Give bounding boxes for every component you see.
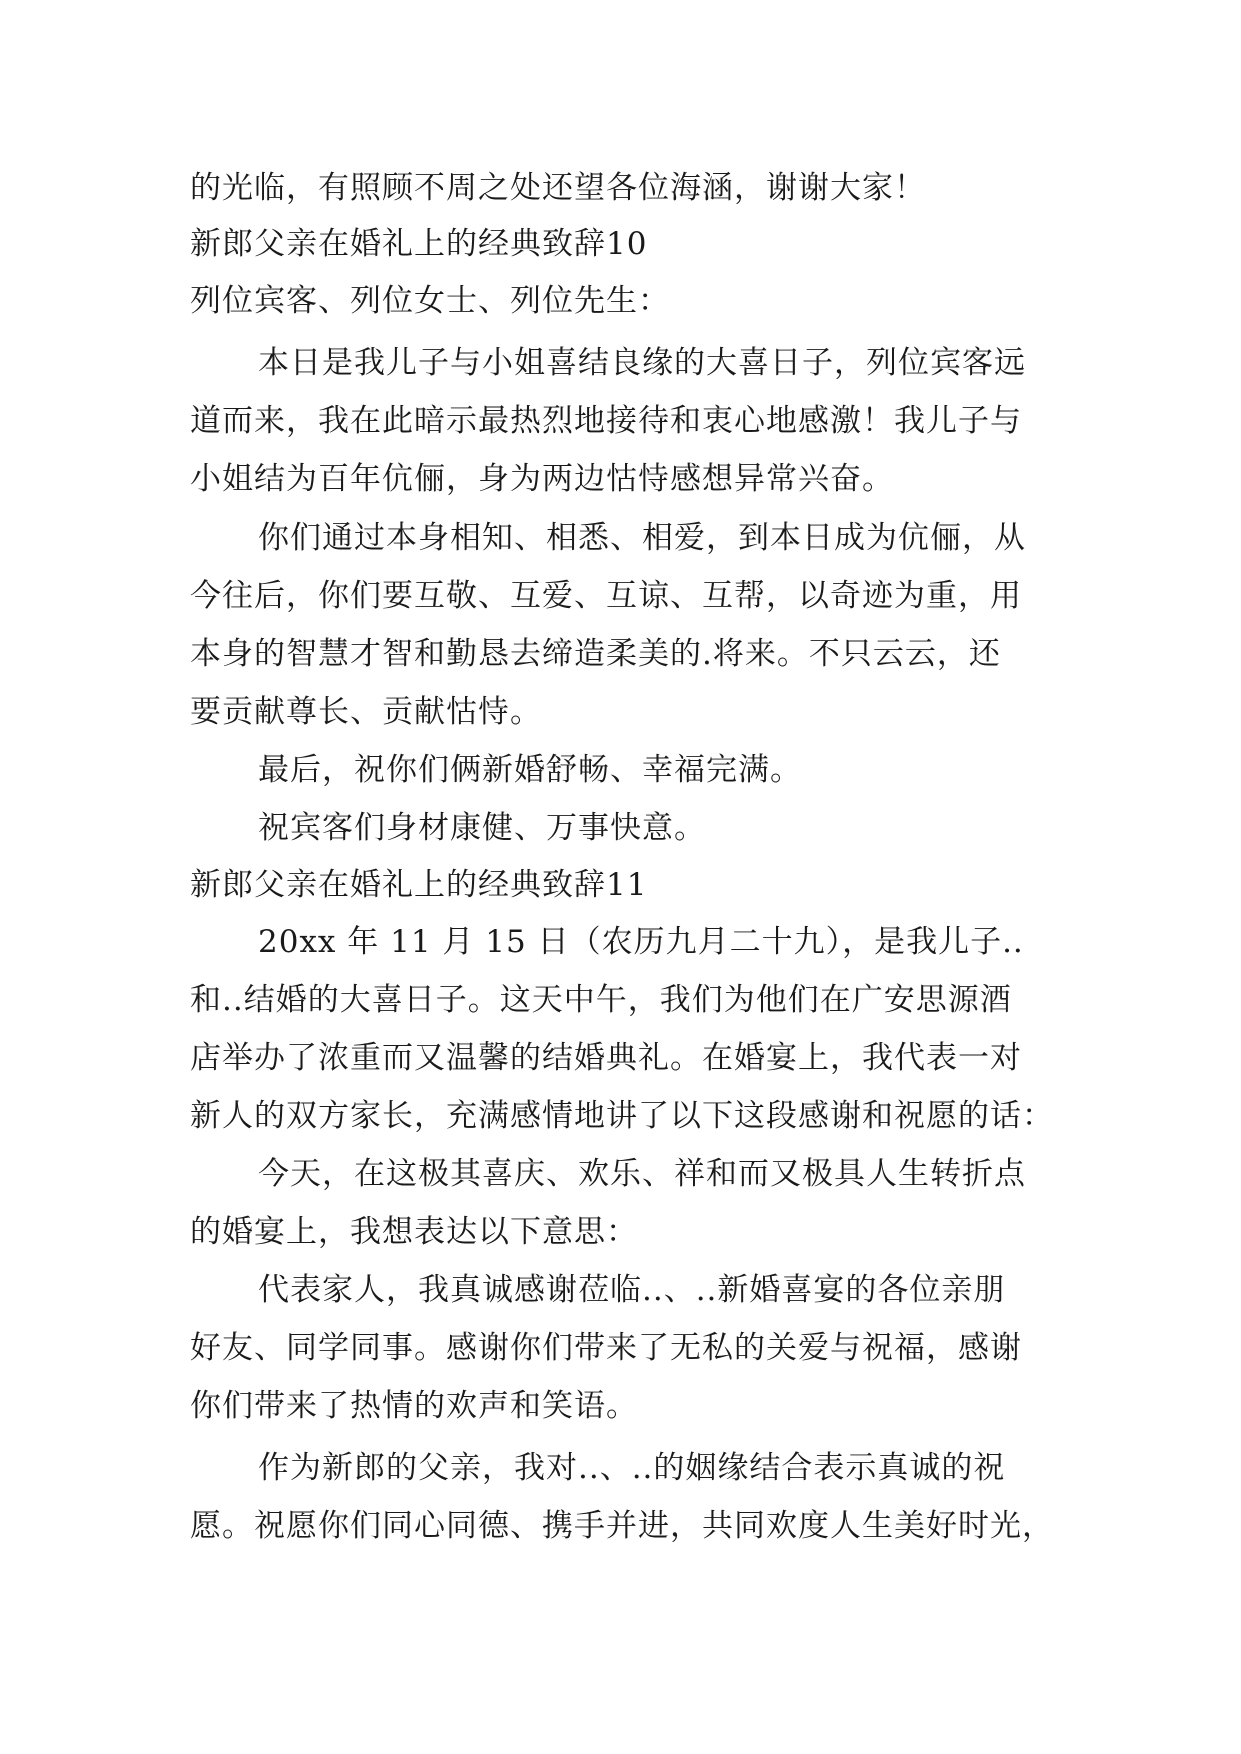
paragraph-line: 代表家人，我真诚感谢莅临..、..新婚喜宴的各位亲朋 [258,1272,1006,1308]
paragraph-line: 今往后，你们要互敬、互爱、互谅、互帮，以奇迹为重，用 [190,578,1022,614]
section-heading: 新郎父亲在婚礼上的经典致辞11 [190,867,648,903]
paragraph-line: 新人的双方家长，充满感情地讲了以下这段感谢和祝愿的话： [190,1098,1054,1134]
paragraph-line: 本身的智慧才智和勤恳去缔造柔美的.将来。不只云云，还 [190,636,1001,672]
paragraph-line: 愿。祝愿你们同心同德、携手并进，共同欢度人生美好时光， [190,1508,1054,1544]
paragraph-line: 店举办了浓重而又温馨的结婚典礼。在婚宴上，我代表一对 [190,1040,1022,1076]
paragraph-line: 今天，在这极其喜庆、欢乐、祥和而又极具人生转折点 [258,1156,1026,1192]
text-line: 的光临，有照顾不周之处还望各位海涵，谢谢大家！ [190,170,926,206]
paragraph-line: 要贡献尊长、贡献怙恃。 [190,694,542,730]
paragraph-line: 最后，祝你们俩新婚舒畅、幸福完满。 [258,752,802,788]
section-heading: 新郎父亲在婚礼上的经典致辞10 [190,226,648,262]
paragraph-line: 祝宾客们身材康健、万事快意。 [258,810,706,846]
paragraph-line: 和..结婚的大喜日子。这天中午，我们为他们在广安思源酒 [190,982,1012,1018]
paragraph-line: 小姐结为百年伉俪，身为两边怙恃感想异常兴奋。 [190,461,894,497]
paragraph-line: 的婚宴上，我想表达以下意思： [190,1214,638,1250]
paragraph-line: 你们带来了热情的欢声和笑语。 [190,1388,638,1424]
paragraph-line: 本日是我儿子与小姐喜结良缘的大喜日子，列位宾客远 [258,345,1026,381]
paragraph-line: 你们通过本身相知、相悉、相爱，到本日成为伉俪，从 [258,520,1026,556]
paragraph-line: 道而来，我在此暗示最热烈地接待和衷心地感激！我儿子与 [190,403,1022,439]
paragraph-line: 好友、同学同事。感谢你们带来了无私的关爱与祝福，感谢 [190,1330,1022,1366]
paragraph-line: 20xx 年 11 月 15 日（农历九月二十九），是我儿子.. [258,924,1024,960]
salutation: 列位宾客、列位女士、列位先生： [190,283,670,319]
paragraph-line: 作为新郎的父亲，我对..、..的姻缘结合表示真诚的祝 [258,1450,1006,1486]
